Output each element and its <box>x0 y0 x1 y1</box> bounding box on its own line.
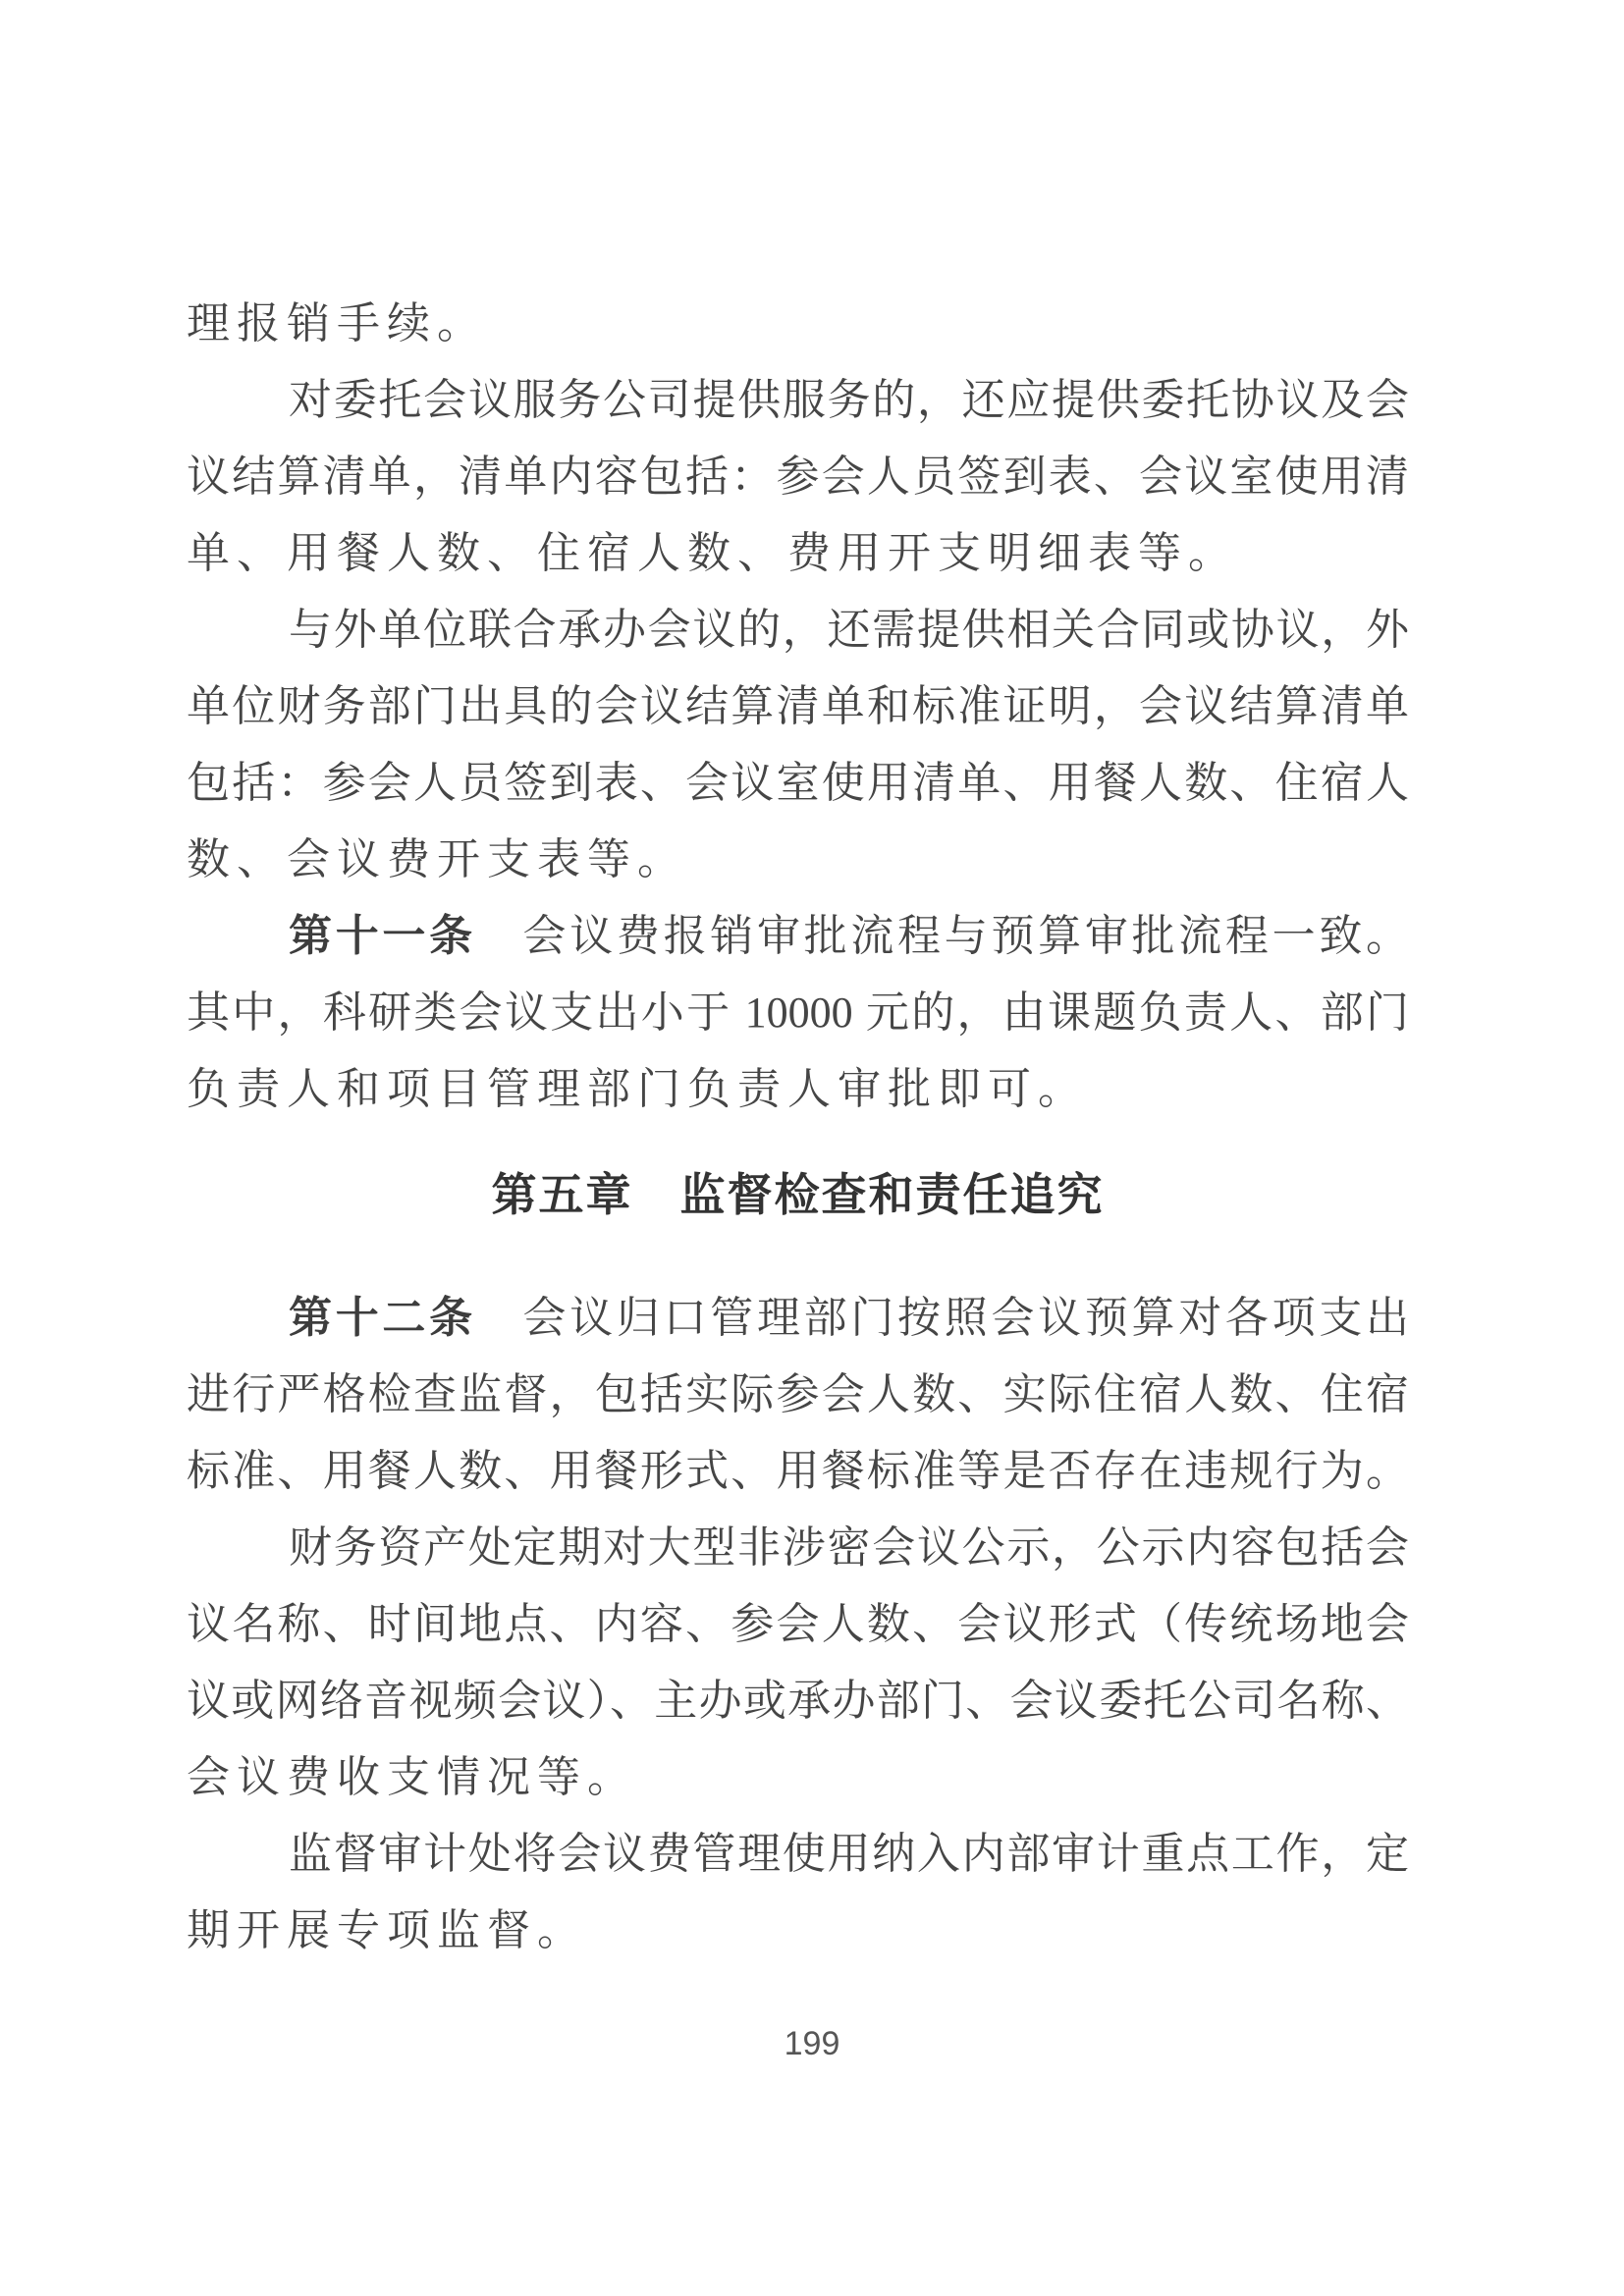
text-line <box>187 1663 1409 1739</box>
line-text: 进行严格检查监督，包括实际参会人数、实际住宿人数、住宿 <box>187 1370 1409 1418</box>
text-line <box>187 1739 1409 1816</box>
text-line <box>187 668 1409 745</box>
line-text: 理报销手续。 <box>187 299 487 347</box>
line-text: 数、会议费开支表等。 <box>187 835 687 883</box>
line-text: 负责人和项目管理部门负责人审批即可。 <box>187 1065 1088 1113</box>
page-number: 199 <box>784 2025 840 2062</box>
line-text: 对委托会议服务公司提供服务的，还应提供委托协议及会 <box>289 376 1409 424</box>
line-text: 其中，科研类会议支出小于 10000 元的，由课题负责人、部门 <box>187 988 1409 1037</box>
text-line <box>187 1510 1409 1586</box>
line-text: 标准、用餐人数、用餐形式、用餐标准等是否存在违规行为。 <box>187 1447 1409 1495</box>
line-text: 会议费报销审批流程与预算审批流程一致。 <box>475 912 1409 960</box>
line-text: 包括：参会人员签到表、会议室使用清单、用餐人数、住宿人 <box>187 759 1409 807</box>
text-line <box>187 1280 1409 1357</box>
text-line <box>187 898 1409 975</box>
text-line <box>187 1357 1409 1433</box>
article-number: 第十一条 <box>289 912 476 960</box>
chapter-heading: 第五章 监督检查和责任追究 <box>491 1169 1105 1220</box>
line-text: 议结算清单，清单内容包括：参会人员签到表、会议室使用清 <box>187 453 1409 501</box>
line-text: 监督审计处将会议费管理使用纳入内部审计重点工作，定 <box>289 1830 1409 1878</box>
line-text: 财务资产处定期对大型非涉密会议公示，公示内容包括会 <box>289 1523 1409 1572</box>
text-line <box>187 362 1409 439</box>
text-line <box>187 1051 1409 1128</box>
article-number: 第十二条 <box>289 1294 476 1342</box>
text-line <box>187 439 1409 515</box>
line-text: 议或网络音视频会议）、主办或承办部门、会议委托公司名称、 <box>187 1677 1409 1725</box>
line-text: 与外单位联合承办会议的，还需提供相关合同或协议，外 <box>289 606 1409 654</box>
line-text: 单、用餐人数、住宿人数、费用开支明细表等。 <box>187 529 1238 577</box>
text-line <box>187 975 1409 1051</box>
line-text: 会议费收支情况等。 <box>187 1753 637 1801</box>
text-line <box>187 286 1409 362</box>
text-line <box>187 822 1409 898</box>
line-text: 会议归口管理部门按照会议预算对各项支出 <box>475 1294 1409 1342</box>
line-text: 单位财务部门出具的会议结算清单和标准证明，会议结算清单 <box>187 682 1409 730</box>
line-text: 期开展专项监督。 <box>187 1906 587 1954</box>
text-line <box>187 1816 1409 1893</box>
line-text: 议名称、时间地点、内容、参会人数、会议形式（传统场地会 <box>187 1600 1409 1648</box>
text-line <box>187 1586 1409 1663</box>
text-line <box>187 1893 1409 1969</box>
document-body <box>187 0 1409 1969</box>
text-line <box>187 515 1409 592</box>
text-line <box>187 1433 1409 1510</box>
text-line <box>187 592 1409 668</box>
text-line <box>187 745 1409 822</box>
